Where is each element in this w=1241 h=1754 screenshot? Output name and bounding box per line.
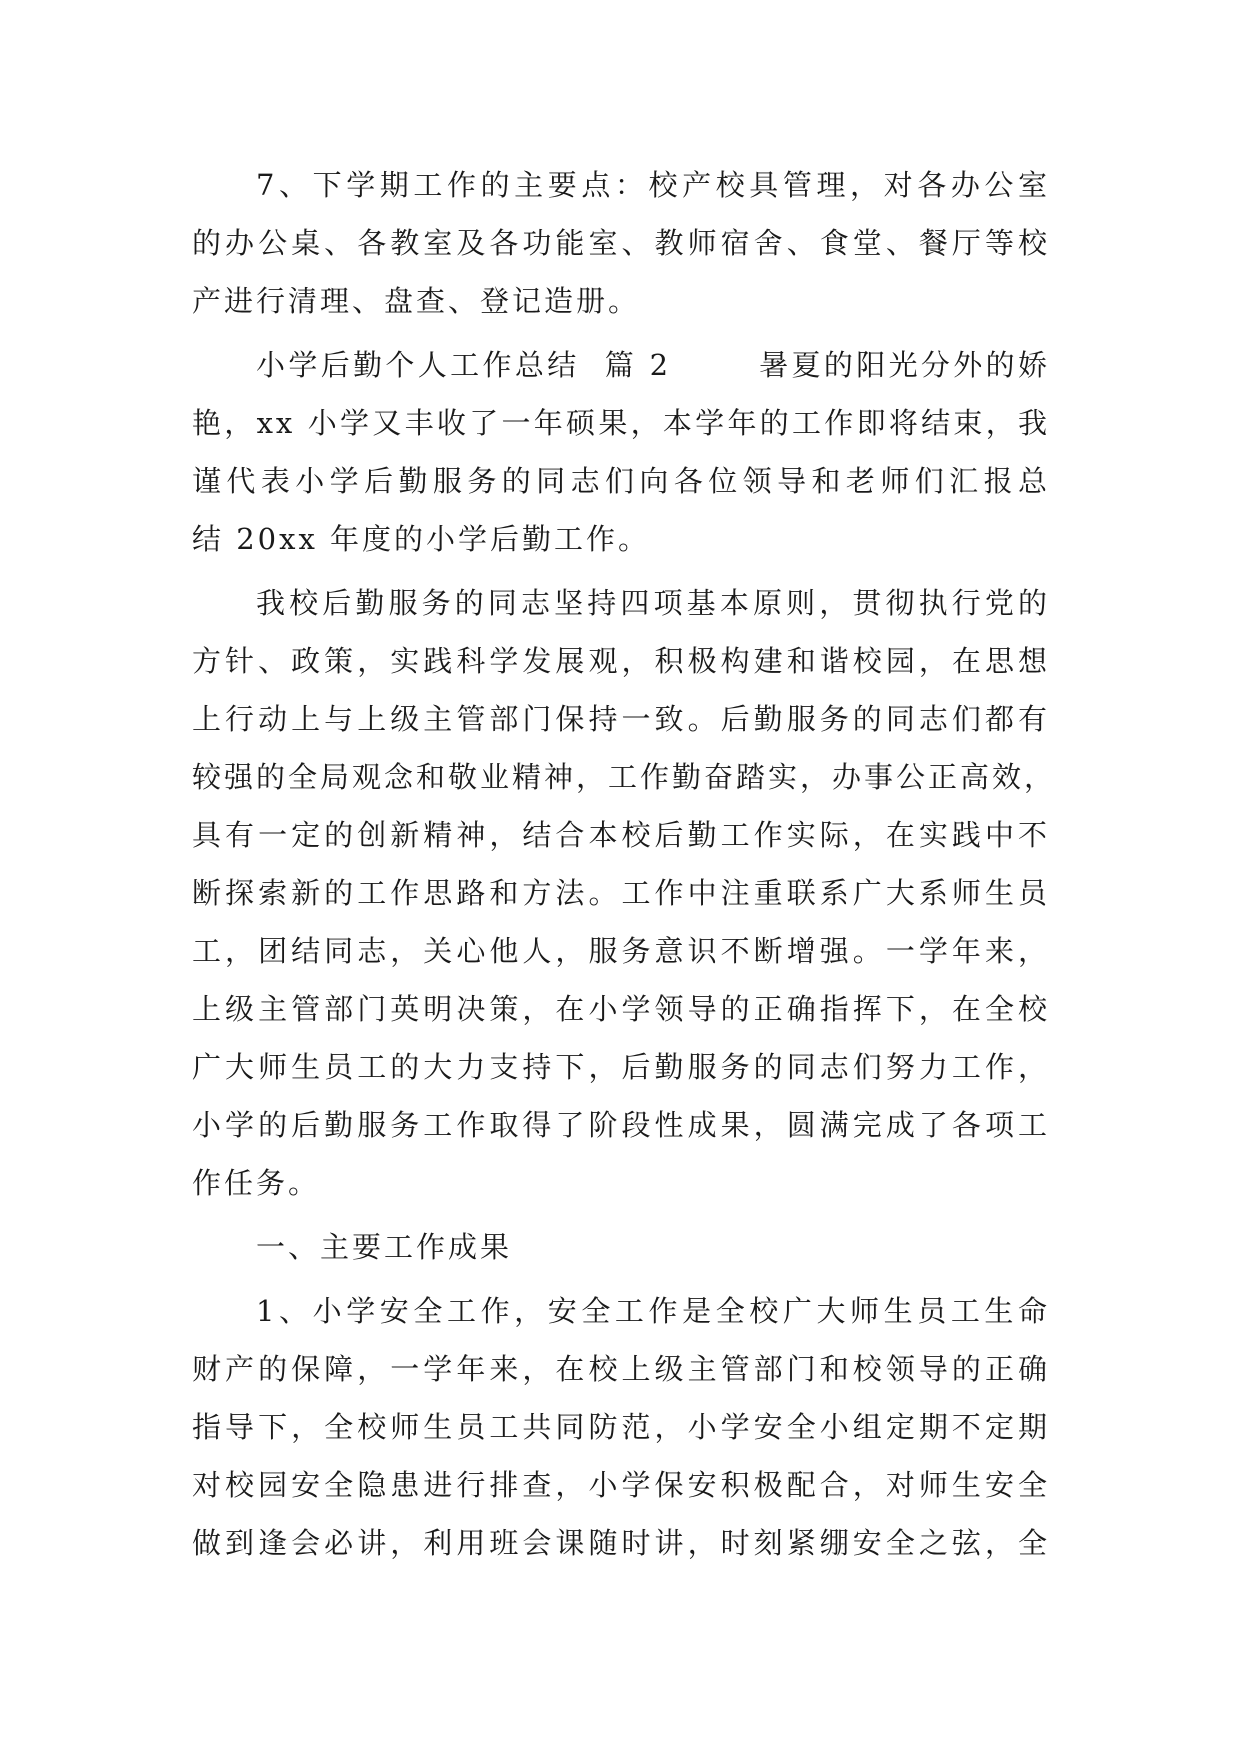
- text-line: 方针、政策，实践科学发展观，积极构建和谐校园，在思想: [192, 644, 1050, 678]
- text-line: 小学后勤个人工作总结 篇 2 暑夏的阳光分外的娇: [256, 348, 1050, 382]
- text-line: 上级主管部门英明决策，在小学领导的正确指挥下，在全校: [192, 992, 1050, 1026]
- text-line: 我校后勤服务的同志坚持四项基本原则，贯彻执行党的: [256, 586, 1050, 620]
- paragraph-item-7: [192, 156, 1050, 330]
- text-line: 指导下，全校师生员工共同防范，小学安全小组定期不定期: [192, 1410, 1050, 1444]
- text-line: 具有一定的创新精神，结合本校后勤工作实际，在实践中不: [192, 818, 1050, 852]
- text-line: 广大师生员工的大力支持下，后勤服务的同志们努力工作，: [192, 1050, 1050, 1084]
- text-line: 产进行清理、盘查、登记造册。: [192, 284, 641, 318]
- text-line: 小学的后勤服务工作取得了阶段性成果，圆满完成了各项工: [192, 1108, 1050, 1142]
- text-line: 断探索新的工作思路和方法。工作中注重联系广大系师生员: [192, 876, 1050, 910]
- text-line: 的办公桌、各教室及各功能室、教师宿舍、食堂、餐厅等校: [192, 226, 1050, 260]
- text-line: 1、小学安全工作，安全工作是全校广大师生员工生命: [256, 1294, 1050, 1328]
- text-line: 上行动上与上级主管部门保持一致。后勤服务的同志们都有: [192, 702, 1050, 736]
- document-body: [192, 156, 1057, 1572]
- text-line: 财产的保障，一学年来，在校上级主管部门和校领导的正确: [192, 1352, 1050, 1386]
- text-line: 作任务。: [192, 1166, 321, 1200]
- text-line: 较强的全局观念和敬业精神，工作勤奋踏实，办事公正高效，: [192, 760, 1057, 794]
- section-title-paragraph: [192, 336, 1050, 568]
- text-line: 结 20xx 年度的小学后勤工作。: [192, 522, 651, 556]
- text-line: 艳，xx 小学又丰收了一年硕果，本学年的工作即将结束，我: [192, 406, 1050, 440]
- paragraph-item-1: [192, 1282, 1050, 1572]
- paragraph-principles: [192, 574, 1057, 1212]
- heading-text: 一、主要工作成果: [256, 1230, 513, 1264]
- text-line: 谨代表小学后勤服务的同志们向各位领导和老师们汇报总: [192, 464, 1050, 498]
- text-line: 7、下学期工作的主要点：校产校具管理，对各办公室: [256, 168, 1050, 202]
- text-line: 对校园安全隐患进行排查，小学保安积极配合，对师生安全: [192, 1468, 1050, 1502]
- text-line: 做到逢会必讲，利用班会课随时讲，时刻紧绷安全之弦，全: [192, 1526, 1050, 1560]
- text-line: 工，团结同志，关心他人，服务意识不断增强。一学年来，: [192, 934, 1050, 968]
- section-heading: [192, 1218, 1050, 1276]
